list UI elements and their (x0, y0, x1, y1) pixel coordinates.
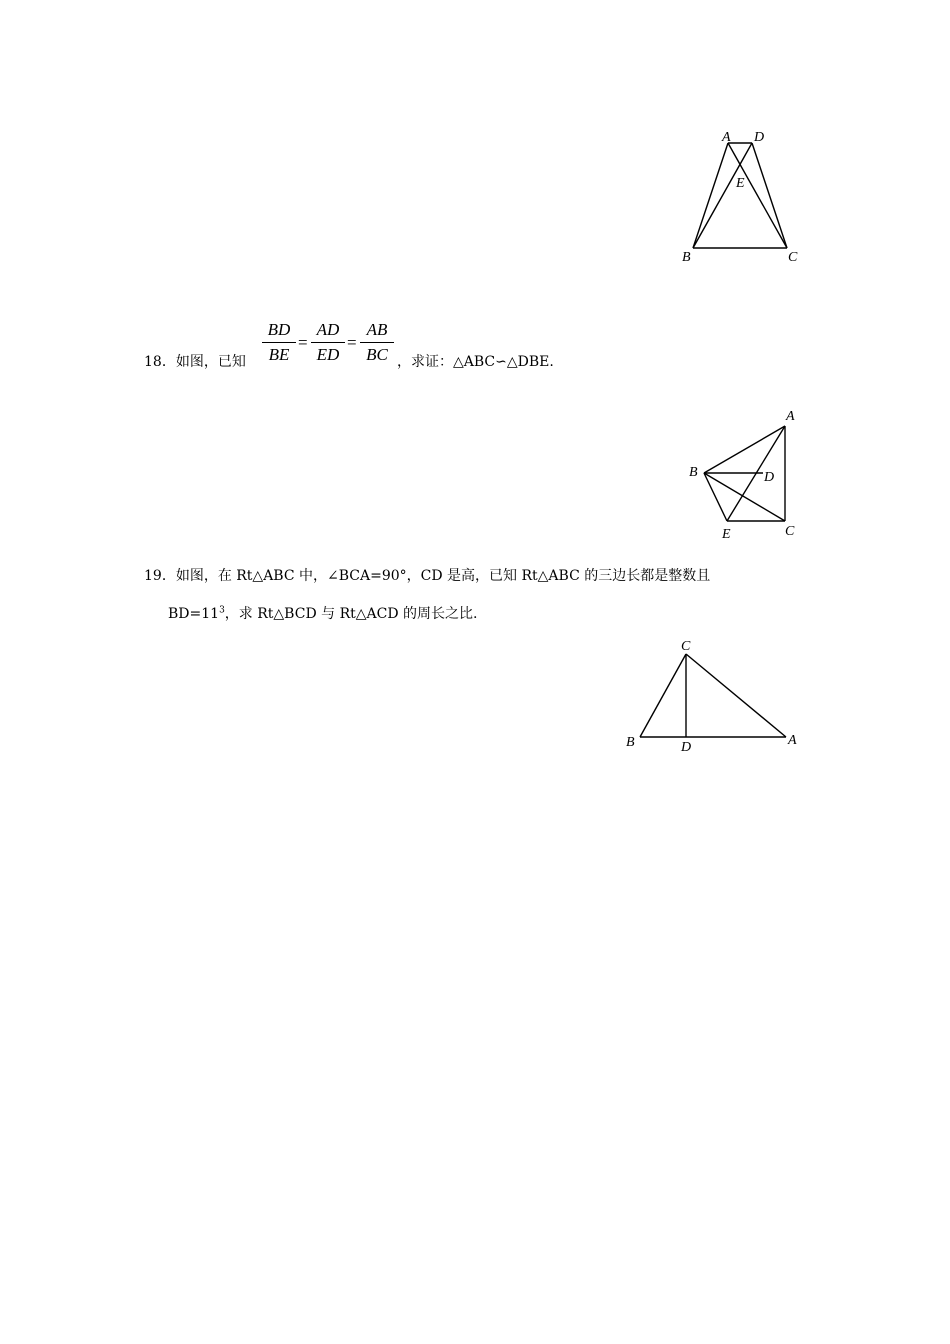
figure-trapezoid (670, 120, 820, 270)
q19-line-2 (168, 604, 477, 624)
label-d: D (754, 130, 765, 145)
label-b: B (626, 735, 635, 750)
edge-ba (704, 426, 785, 473)
label-c: C (785, 524, 795, 539)
figure-triangles-abc-dbe (680, 400, 810, 545)
frac-denominator: ED (316, 345, 340, 364)
equals-sign: = (298, 333, 308, 352)
label-a: A (788, 733, 797, 748)
frac-numerator: BD (267, 320, 291, 339)
label-b: B (682, 250, 691, 265)
label-e: E (722, 527, 731, 542)
edge-ca (686, 654, 786, 737)
frac-numerator: AB (366, 320, 388, 339)
q18-suffix: ，求证：△ABC∽△DBE. (397, 354, 554, 370)
label-d: D (681, 740, 692, 755)
label-c: C (788, 250, 798, 265)
label-e: E (736, 176, 745, 191)
frac-numerator: AD (316, 320, 340, 339)
q19-line-1: 19．如图，在 Rt△ABC 中，∠BCA=90°，CD 是高，已知 Rt△ABC 的三边长都是整数且 (144, 568, 711, 584)
fraction-ab-bc (360, 320, 394, 365)
label-a: A (722, 130, 731, 145)
q19-question: ，求 Rt△BCD 与 Rt△ACD 的周长之比. (224, 606, 478, 622)
fraction-bd-be (262, 320, 296, 365)
label-a: A (786, 409, 795, 424)
q18-prefix: 18．如图，已知 (144, 354, 246, 370)
q19-bd-value: BD=11 (168, 606, 220, 622)
figure-right-triangle-altitude (620, 632, 810, 757)
label-c: C (681, 639, 691, 654)
edge-bc (640, 654, 686, 737)
equals-sign: = (347, 333, 357, 352)
label-b: B (689, 465, 698, 480)
label-d: D (764, 470, 775, 485)
frac-denominator: BC (366, 345, 388, 364)
frac-denominator: BE (268, 345, 290, 364)
fraction-ad-ed (311, 320, 345, 365)
q19-exponent: 3 (219, 605, 225, 616)
